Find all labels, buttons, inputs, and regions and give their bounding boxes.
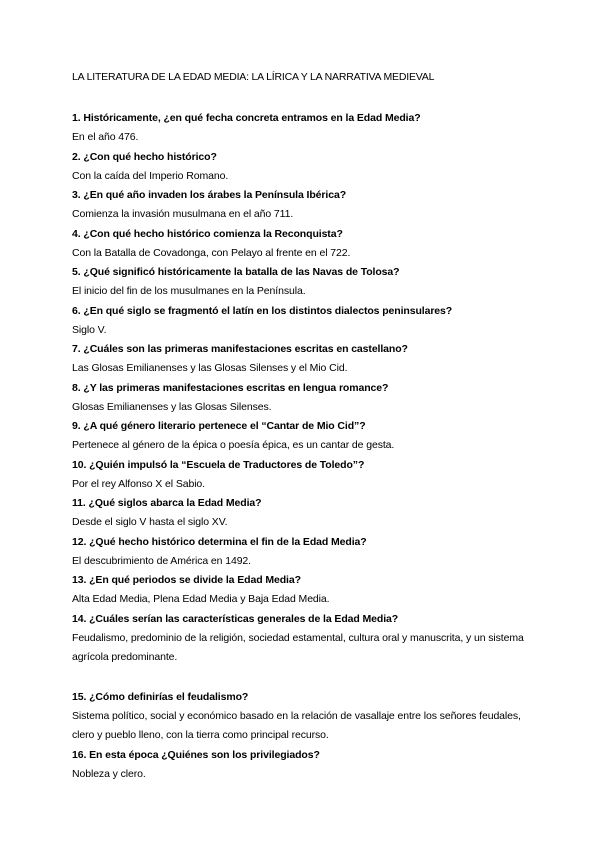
question-5: 5. ¿Qué significó históricamente la batalla de las Navas de Tolosa? bbox=[72, 266, 400, 278]
question-15: 15. ¿Cómo definirías el feudalismo? bbox=[72, 690, 249, 703]
question-2: 2. ¿Con qué hecho histórico? bbox=[72, 150, 217, 163]
document-title: LA LITERATURA DE LA EDAD MEDIA: LA LÍRICA Y LA NARRATIVA MEDIEVAL bbox=[72, 71, 435, 83]
answer-13: Alta Edad Media, Plena Edad Media y Baja Edad Media. bbox=[72, 593, 330, 605]
answer-3: Comienza la invasión musulmana en el año 711. bbox=[72, 208, 294, 220]
paragraph-gap bbox=[72, 668, 542, 688]
question-9: 9. ¿A qué género literario pertenece el “Cantar de Mio Cid”? bbox=[72, 420, 366, 432]
question-3: 3. ¿En qué año invaden los árabes la Península Ibérica? bbox=[72, 189, 347, 201]
question-1: 1. Históricamente, ¿en qué fecha concreta entramos en la Edad Media? bbox=[72, 112, 421, 124]
question-16: 16. En esta época ¿Quiénes son los privilegiados? bbox=[72, 748, 320, 761]
question-12: 12. ¿Qué hecho histórico determina el fin de la Edad Media? bbox=[72, 535, 367, 548]
answer-16: Nobleza y clero. bbox=[72, 767, 146, 780]
question-4: 4. ¿Con qué hecho histórico comienza la Reconquista? bbox=[72, 227, 343, 240]
question-list bbox=[72, 109, 542, 784]
answer-14: Feudalismo, predominio de la religión, sociedad estamental, cultura oral y manuscrita, y un sistema agrícola predominante. bbox=[72, 631, 524, 663]
answer-6: Siglo V. bbox=[72, 323, 107, 336]
answer-10: Por el rey Alfonso X el Sabio. bbox=[72, 477, 205, 490]
answer-15: Sistema político, social y económico basado en la relación de vasallaje entre los señores feudales, clero y pueblo lleno, con la tierra como principal recurso. bbox=[72, 709, 521, 741]
answer-12: El descubrimiento de América en 1492. bbox=[72, 554, 251, 567]
answer-7: Las Glosas Emilianenses y las Glosas Silenses y el Mio Cid. bbox=[72, 362, 348, 374]
answer-11: Desde el siglo V hasta el siglo XV. bbox=[72, 516, 228, 528]
question-10: 10. ¿Quién impulsó la “Escuela de Traductores de Toledo”? bbox=[72, 458, 365, 471]
question-7: 7. ¿Cuáles son las primeras manifestaciones escritas en castellano? bbox=[72, 343, 408, 355]
answer-5: El inicio del fin de los musulmanes en la Península. bbox=[72, 285, 306, 297]
question-11: 11. ¿Qué siglos abarca la Edad Media? bbox=[72, 497, 262, 509]
answer-1: En el año 476. bbox=[72, 131, 139, 143]
question-13: 13. ¿En qué periodos se divide la Edad Media? bbox=[72, 574, 301, 586]
question-8: 8. ¿Y las primeras manifestaciones escritas en lengua romance? bbox=[72, 381, 389, 394]
answer-4: Con la Batalla de Covadonga, con Pelayo al frente en el 722. bbox=[72, 246, 351, 259]
answer-8: Glosas Emilianenses y las Glosas Silenses. bbox=[72, 400, 272, 413]
question-6: 6. ¿En qué siglo se fragmentó el latín en los distintos dialectos peninsulares? bbox=[72, 304, 453, 317]
answer-2: Con la caída del Imperio Romano. bbox=[72, 169, 229, 182]
question-14: 14. ¿Cuáles serían las características generales de la Edad Media? bbox=[72, 612, 399, 625]
answer-9: Pertenece al género de la épica o poesía épica, es un cantar de gesta. bbox=[72, 439, 395, 451]
